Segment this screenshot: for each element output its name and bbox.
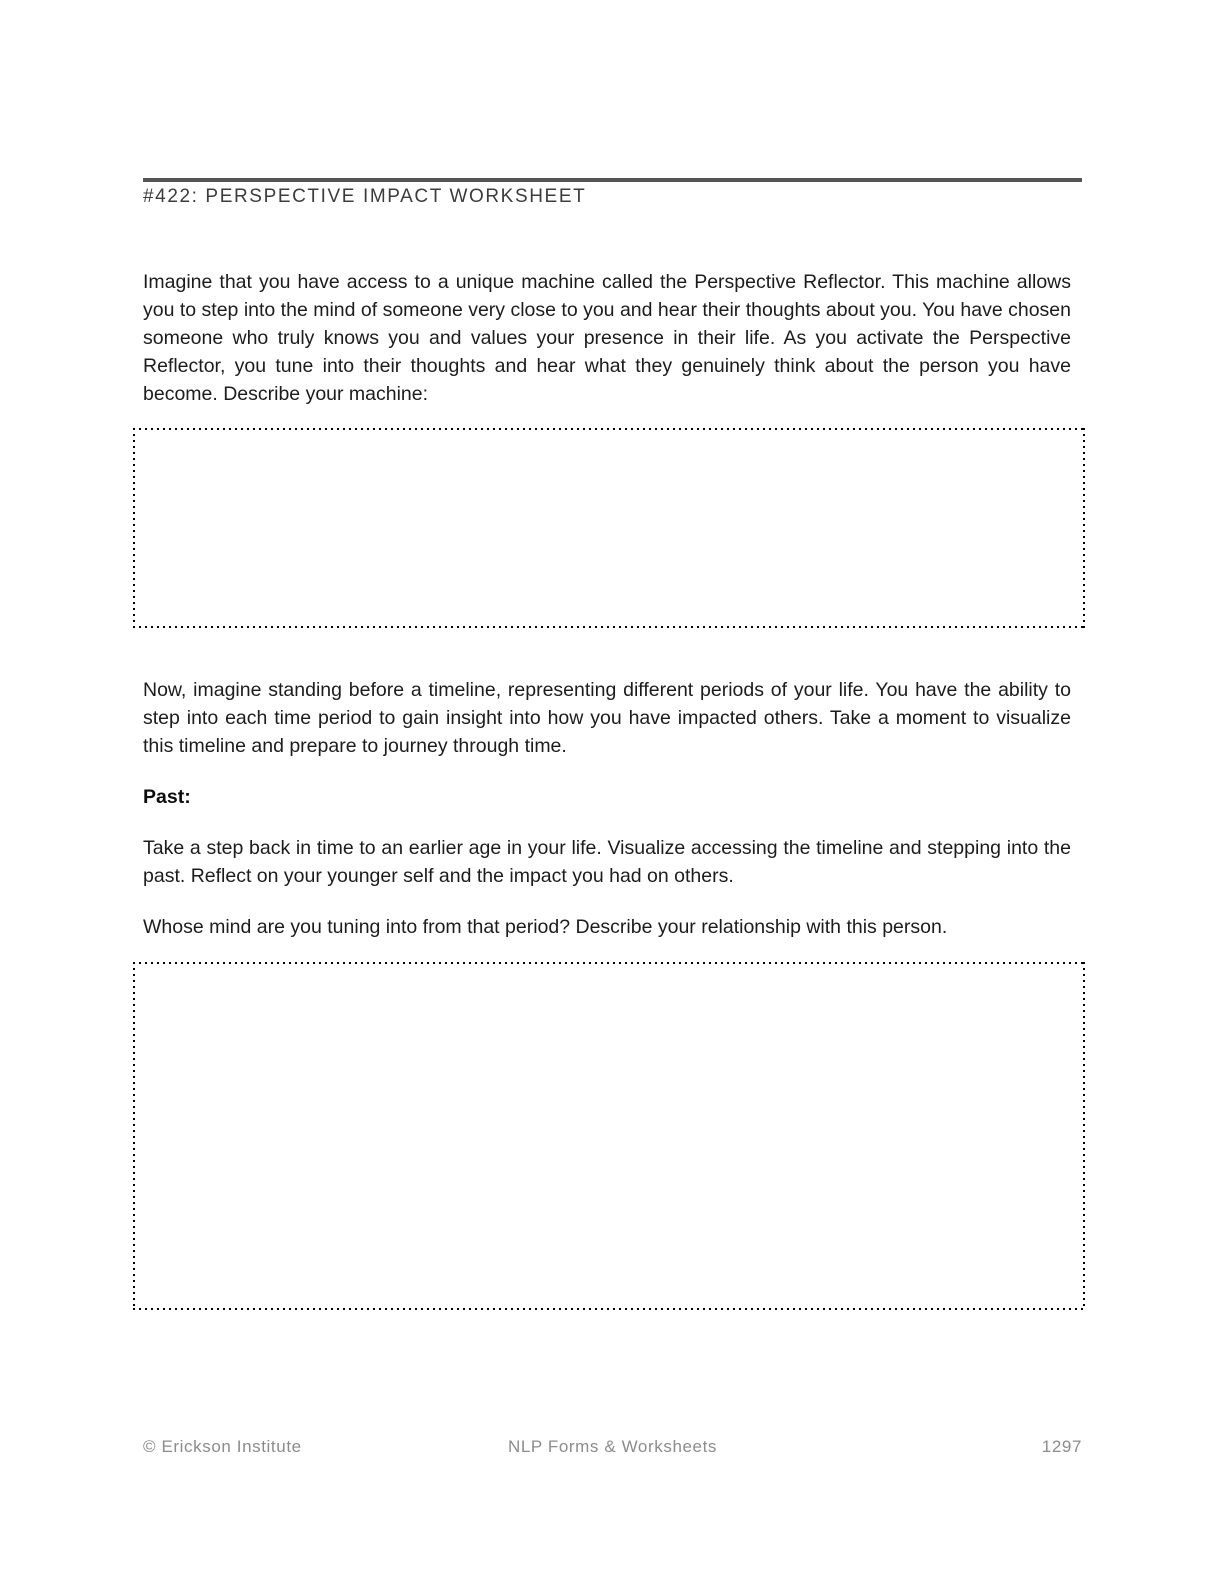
answer-field-past-relationship[interactable] [133,962,1085,1310]
footer-copyright: © Erickson Institute [143,1437,302,1456]
footer-collection-title: NLP Forms & Worksheets [507,1437,718,1456]
past-instruction-paragraph: Take a step back in time to an earlier age in your life. Visualize accessing the timeline and stepping into the past. Reflect on your younger self and the impact you had on others. [143,837,1071,887]
footer-page-number: 1297 [1041,1437,1082,1456]
past-question-paragraph: Whose mind are you tuning into from that period? Describe your relationship with this person. [143,916,948,938]
answer-field-machine-description[interactable] [133,428,1085,628]
page-title: #422: PERSPECTIVE IMPACT WORKSHEET [143,186,587,207]
intro-paragraph: Imagine that you have access to a unique machine called the Perspective Reflector. This machine allows you to step into the mind of someone very close to you and hear their thoughts about you. You have chosen someone who truly knows you and values your presence in their life. As you activate the Perspective Reflector, you tune into their thoughts and hear what they genuinely think about the person you have become. Describe your machine: [143,271,1071,405]
page-footer [143,1437,1082,1461]
timeline-paragraph: Now, imagine standing before a timeline, representing different periods of your life. You have the ability to step into each time period to gain insight into how you have impacted others. Take a moment to visualize this timeline and prepare to journey through time. [143,679,1071,757]
section-heading-past: Past: [143,786,191,808]
header-rule-divider [143,178,1082,182]
